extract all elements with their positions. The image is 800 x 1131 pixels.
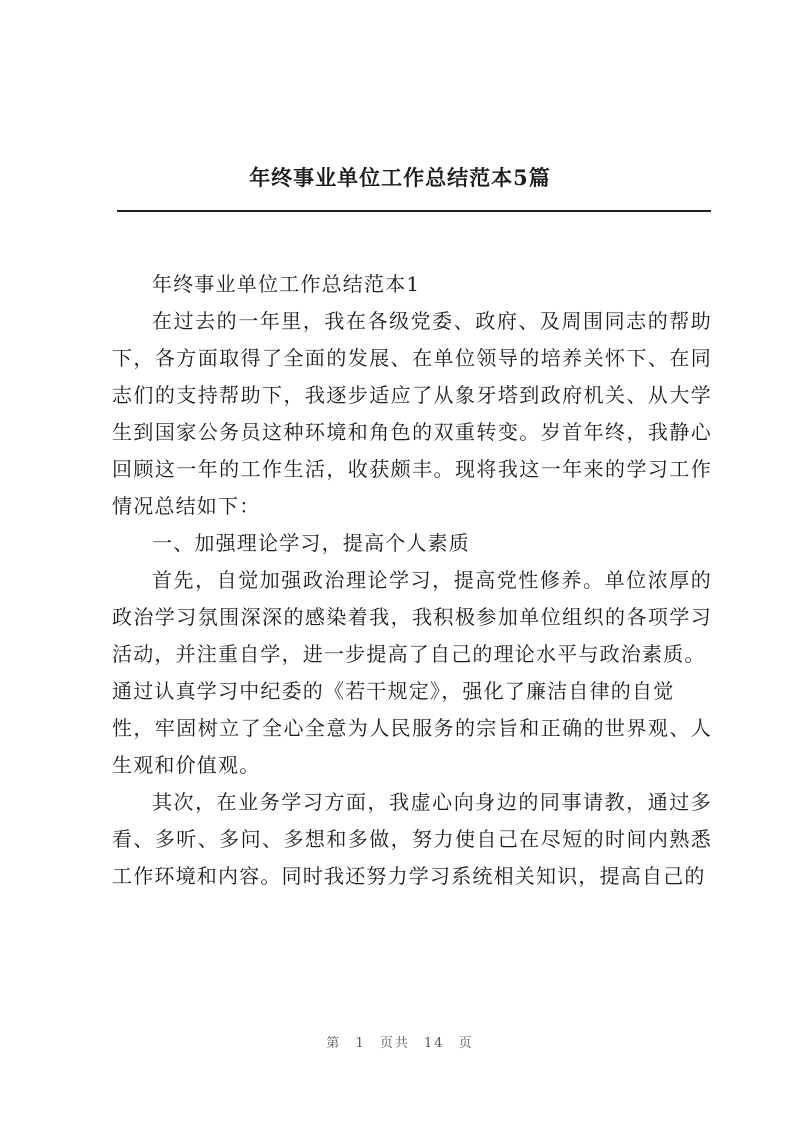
title-divider [117, 210, 711, 212]
page-label-prefix: 第 [326, 1036, 342, 1051]
section-heading: 年终事业单位工作总结范本1 [152, 272, 421, 296]
paragraph-political-study: 首先，自觉加强政治理论学习，提高党性修养。单位浓厚的政治学习氛围深深的感染着我，我积极参加单位组织的各项学习活动，并注重自学，进一步提高了自己的理论水平与政治素质。 [112, 568, 712, 666]
document-body [112, 266, 712, 895]
document-title: 年终事业单位工作总结范本5篇 [249, 165, 551, 190]
paragraph-regulations-continued: 性，牢固树立了全心全意为人民服务的宗旨和正确的世界观、人生观和价值观。 [112, 716, 712, 777]
paragraph-business-study: 其次，在业务学习方面，我虚心向身边的同事请教，通过多看、多听、多问、多想和多做，努力使自己在尽短的时间内熟悉工作环境和内容。同时我还努力学习系统相关知识，提高自己的 [112, 790, 712, 888]
subheading-theory-study: 一、加强理论学习，提高个人素质 [152, 531, 470, 555]
page-label-suffix: 页 [458, 1036, 474, 1051]
page-footer [0, 1032, 800, 1051]
page-label-mid: 页共 [379, 1036, 410, 1051]
total-page-count: 14 [424, 1036, 445, 1051]
paragraph-regulations-line: 通过认真学习中纪委的《若干规定》，强化了廉洁自律的自觉 [112, 679, 675, 703]
current-page-number: 1 [355, 1036, 366, 1051]
paragraph-intro: 在过去的一年里，我在各级党委、政府、及周围同志的帮助下，各方面取得了全面的发展、在单位领导的培养关怀下、在同志们的支持帮助下，我逐步适应了从象牙塔到政府机关、从大学生到国家公务员这种环境和角色的双重转变。岁首年终，我静心回顾这一年的工作生活，收获颇丰。现将我这一年来的学习工作情况总结如下： [112, 309, 712, 518]
